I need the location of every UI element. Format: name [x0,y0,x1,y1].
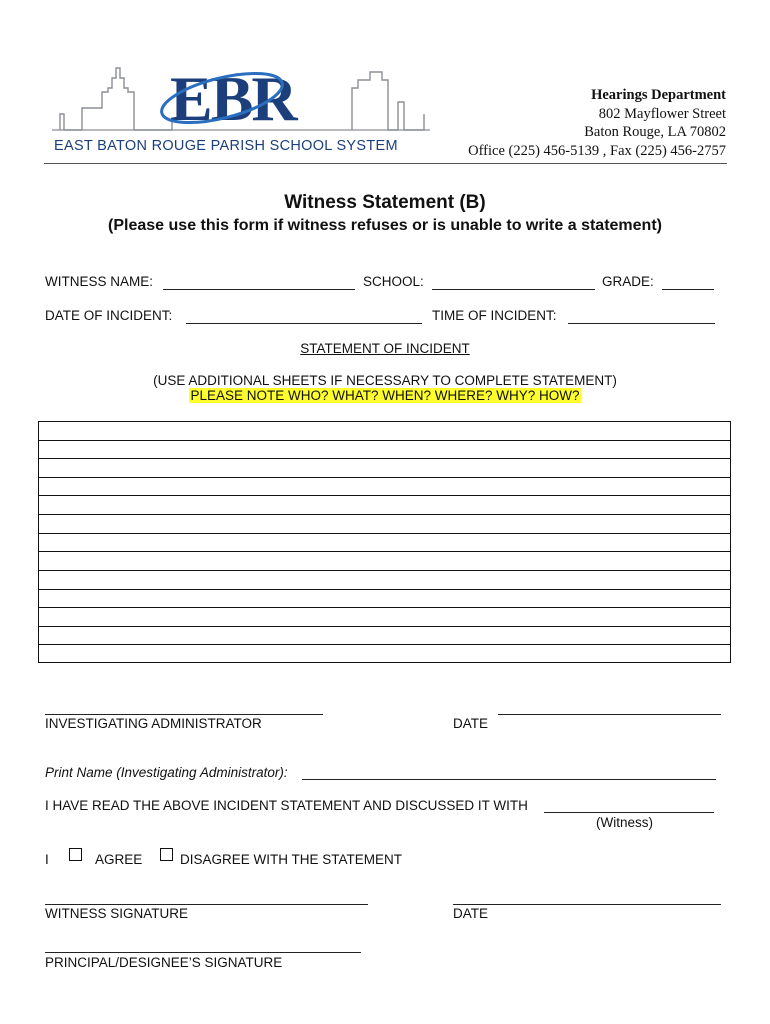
form-title: Witness Statement (B) [284,192,486,213]
statement-note-text: PLEASE NOTE WHO? WHAT? WHEN? WHERE? WHY? HOW? [190,388,580,403]
statement-writing-area[interactable] [38,421,731,663]
witness-name-label: WITNESS NAME: [45,274,154,289]
date-label-2: DATE [453,906,489,921]
statement-heading [0,341,770,356]
school-field[interactable] [432,289,595,290]
statement-line[interactable] [39,626,730,627]
department-address [468,86,726,160]
have-read-text: I HAVE READ THE ABOVE INCIDENT STATEMENT AND DISCUSSED IT WITH [45,798,528,813]
statement-line[interactable] [39,607,730,608]
school-label: SCHOOL: [363,274,424,289]
print-name-line[interactable] [302,779,716,780]
grade-field[interactable] [662,289,714,290]
statement-line[interactable] [39,458,730,459]
statement-line[interactable] [39,551,730,552]
street-address: 802 Mayflower Street [598,105,726,122]
statement-instructions: (USE ADDITIONAL SHEETS IF NECESSARY TO COMPLETE STATEMENT) [153,373,617,388]
witness-date-line[interactable] [453,904,721,905]
disagree-checkbox[interactable] [160,848,173,861]
principal-signature-line[interactable] [45,952,361,953]
agree-checkbox[interactable] [69,848,82,861]
disagree-label: DISAGREE WITH THE STATEMENT [180,852,403,867]
date-label-1: DATE [453,716,489,731]
print-name-label: Print Name (Investigating Administrator): [45,765,288,780]
investigating-admin-label: INVESTIGATING ADMINISTRATOR [45,716,262,731]
agree-label: AGREE [95,852,143,867]
department-name: Hearings Department [591,87,726,103]
phone-fax: Office (225) 456-5139 , Fax (225) 456-2757 [468,142,726,159]
grade-label: GRADE: [602,274,654,289]
logo-letters: EBR [170,63,296,134]
statement-note [0,388,770,403]
statement-line[interactable] [39,533,730,534]
statement-line[interactable] [39,495,730,496]
statement-line[interactable] [39,644,730,645]
witness-name-field[interactable] [163,289,355,290]
time-of-incident-field[interactable] [568,323,715,324]
header-divider [44,163,727,164]
date-of-incident-field[interactable] [186,323,422,324]
admin-signature-line[interactable] [45,714,323,715]
statement-line[interactable] [39,589,730,590]
witness-name-line[interactable] [544,812,714,813]
time-of-incident-label: TIME OF INCIDENT: [432,308,557,323]
statement-line[interactable] [39,440,730,441]
logo-text: EAST BATON ROUGE PARISH SCHOOL SYSTEM [54,138,398,154]
ebr-logo [52,58,432,162]
statement-line[interactable] [39,570,730,571]
witness-paren-label: (Witness) [596,815,653,830]
statement-line[interactable] [39,477,730,478]
city-state: Baton Rouge, LA 70802 [584,124,726,140]
form-subtitle: (Please use this form if witness refuses or is unable to write a statement) [108,217,662,234]
admin-date-line[interactable] [498,714,721,715]
statement-heading-text: STATEMENT OF INCIDENT [300,341,470,356]
date-of-incident-label: DATE OF INCIDENT: [45,308,173,323]
witness-signature-label: WITNESS SIGNATURE [45,906,189,921]
i-label: I [45,852,49,867]
principal-signature-label: PRINCIPAL/DESIGNEE’S SIGNATURE [45,955,283,970]
witness-signature-line[interactable] [45,904,368,905]
statement-line[interactable] [39,514,730,515]
